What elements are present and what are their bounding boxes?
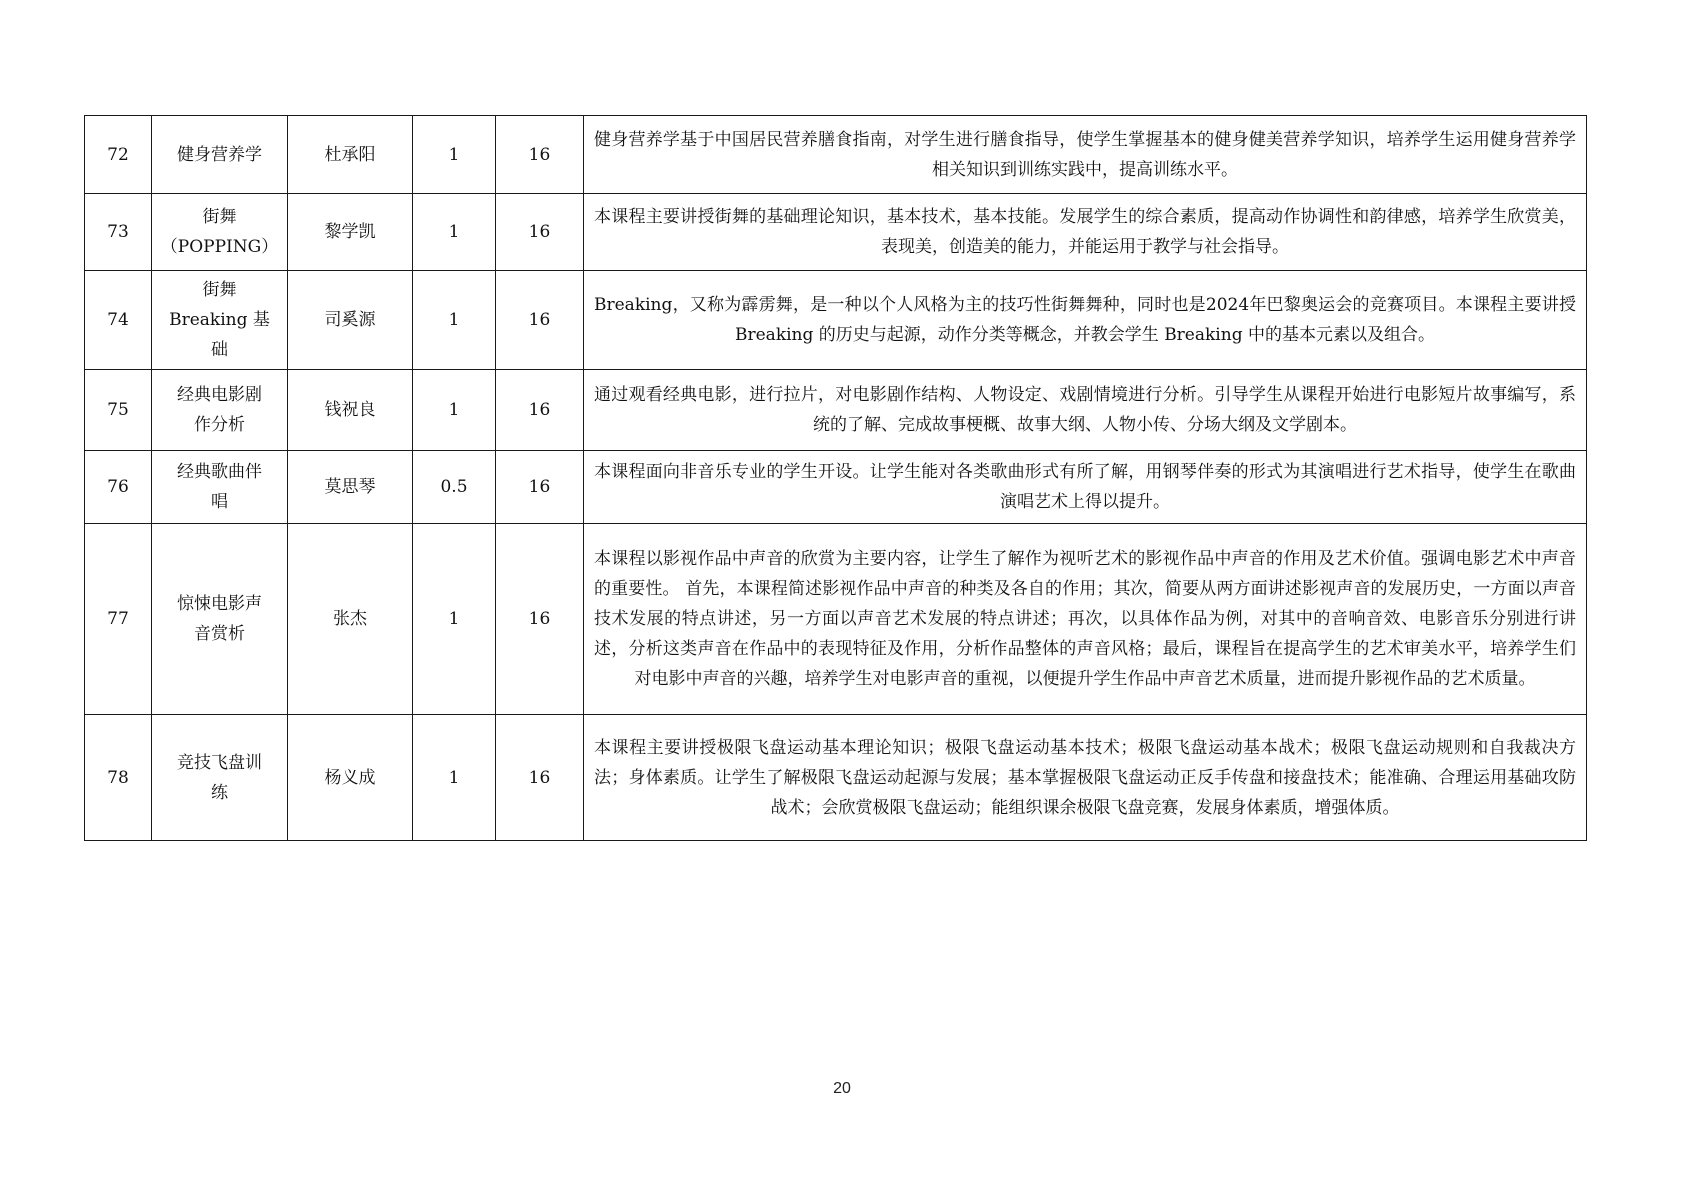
- course-name-line: 音赏析: [194, 624, 245, 644]
- course-hours: 16: [496, 370, 584, 451]
- course-name-line: 础: [211, 340, 228, 360]
- course-hours: 16: [496, 524, 584, 715]
- page-number: 20: [833, 1080, 851, 1097]
- course-credit: 1: [413, 370, 496, 451]
- course-name-line: 唱: [211, 492, 228, 512]
- course-credit: 1: [413, 194, 496, 271]
- course-number: 78: [85, 715, 152, 841]
- course-number: 75: [85, 370, 152, 451]
- course-name-line: 经典电影剧: [177, 385, 262, 405]
- course-name: [152, 715, 288, 841]
- course-credit: 1: [413, 271, 496, 370]
- course-hours: 16: [496, 715, 584, 841]
- course-teacher: 钱祝良: [288, 370, 413, 451]
- course-name-line: Breaking 基: [169, 310, 270, 330]
- course-description: 本课程面向非音乐专业的学生开设。让学生能对各类歌曲形式有所了解，用钢琴伴奏的形式为其演唱进行艺术指导，使学生在歌曲演唱艺术上得以提升。: [584, 451, 1587, 524]
- course-description: 健身营养学基于中国居民营养膳食指南，对学生进行膳食指导，使学生掌握基本的健身健美营养学知识，培养学生运用健身营养学相关知识到训练实践中，提高训练水平。: [584, 116, 1587, 194]
- course-credit: 1: [413, 524, 496, 715]
- course-credit: 1: [413, 715, 496, 841]
- course-teacher: 黎学凯: [288, 194, 413, 271]
- course-name: [152, 116, 288, 194]
- course-name-line: 作分析: [194, 415, 245, 435]
- table-row: [85, 524, 1587, 715]
- course-hours: 16: [496, 116, 584, 194]
- table-row: [85, 715, 1587, 841]
- course-name: [152, 524, 288, 715]
- course-number: 72: [85, 116, 152, 194]
- table-row: [85, 116, 1587, 194]
- course-description: 本课程主要讲授街舞的基础理论知识，基本技术，基本技能。发展学生的综合素质，提高动作协调性和韵律感，培养学生欣赏美，表现美，创造美的能力，并能运用于教学与社会指导。: [584, 194, 1587, 271]
- table-row: [85, 194, 1587, 271]
- course-number: 74: [85, 271, 152, 370]
- course-name-line: （POPPING）: [160, 237, 279, 257]
- course-credit: 1: [413, 116, 496, 194]
- course-hours: 16: [496, 271, 584, 370]
- course-name-line: 健身营养学: [177, 144, 262, 165]
- course-name-line: 经典歌曲伴: [177, 462, 262, 482]
- course-description: 本课程主要讲授极限飞盘运动基本理论知识；极限飞盘运动基本技术；极限飞盘运动基本战术；极限飞盘运动规则和自我裁决方法；身体素质。让学生了解极限飞盘运动起源与发展；基本掌握极限飞盘运动正反手传盘和接盘技术；能准确、合理运用基础攻防战术；会欣赏极限飞盘运动；能组织课余极限飞盘竞赛，发展身体素质，增强体质。: [584, 715, 1587, 841]
- course-name-line: 惊悚电影声: [177, 594, 262, 614]
- course-description: Breaking，又称为霹雳舞，是一种以个人风格为主的技巧性街舞舞种，同时也是2024年巴黎奥运会的竞赛项目。本课程主要讲授 Breaking 的历史与起源，动作分类等概念，并教会学生 Breaking 中的基本元素以及组合。: [584, 271, 1587, 370]
- course-name: [152, 271, 288, 370]
- course-number: 76: [85, 451, 152, 524]
- course-description: 本课程以影视作品中声音的欣赏为主要内容，让学生了解作为视听艺术的影视作品中声音的作用及艺术价值。强调电影艺术中声音的重要性。 首先，本课程简述影视作品中声音的种类及各自的作用；其次，简要从两方面讲述影视声音的发展历史，一方面以声音技术发展的特点讲述，另一方面以声音艺术发展的特点讲述；再次，以具体作品为例，对其中的音响音效、电影音乐分别进行讲述，分析这类声音在作品中的表现特征及作用，分析作品整体的声音风格；最后，课程旨在提高学生的艺术审美水平，培养学生们对电影中声音的兴趣，培养学生对电影声音的重视，以便提升学生作品中声音艺术质量，进而提升影视作品的艺术质量。: [584, 524, 1587, 715]
- course-name: [152, 194, 288, 271]
- course-number: 73: [85, 194, 152, 271]
- course-name-line: 街舞: [202, 207, 237, 227]
- course-number: 77: [85, 524, 152, 715]
- table-row: [85, 451, 1587, 524]
- course-hours: 16: [496, 451, 584, 524]
- course-table: [84, 115, 1587, 841]
- course-teacher: 杨义成: [288, 715, 413, 841]
- course-name-line: 竞技飞盘训: [177, 752, 262, 773]
- course-description: 通过观看经典电影，进行拉片，对电影剧作结构、人物设定、戏剧情境进行分析。引导学生从课程开始进行电影短片故事编写，系统的了解、完成故事梗概、故事大纲、人物小传、分场大纲及文学剧本。: [584, 370, 1587, 451]
- course-teacher: 司奚源: [288, 271, 413, 370]
- course-teacher: 杜承阳: [288, 116, 413, 194]
- table-row: [85, 271, 1587, 370]
- course-teacher: 莫思琴: [288, 451, 413, 524]
- course-hours: 16: [496, 194, 584, 271]
- course-credit: 0.5: [413, 451, 496, 524]
- course-teacher: 张杰: [288, 524, 413, 715]
- course-name-line: 练: [211, 782, 228, 803]
- table-row: [85, 370, 1587, 451]
- course-name: [152, 370, 288, 451]
- course-name-line: 街舞: [202, 280, 237, 300]
- course-name: [152, 451, 288, 524]
